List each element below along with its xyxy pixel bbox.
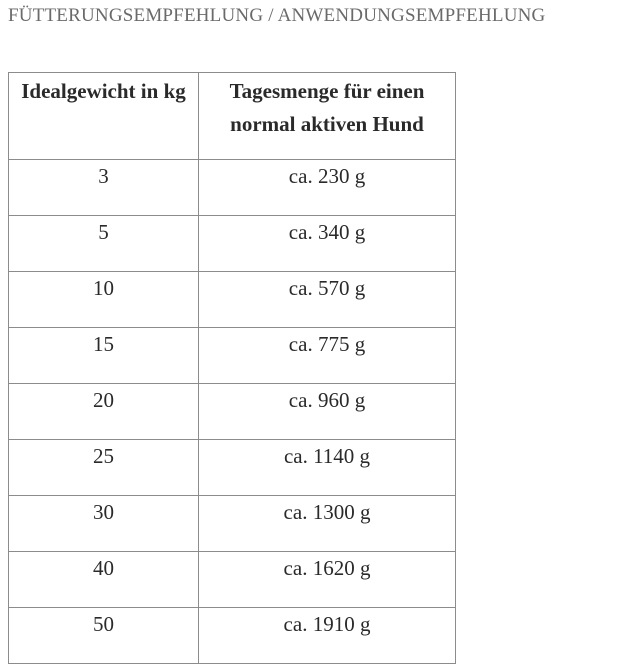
amount-cell: ca. 1910 g	[199, 608, 456, 664]
weight-cell: 30	[9, 496, 199, 552]
amount-cell: ca. 775 g	[199, 328, 456, 384]
amount-cell: ca. 570 g	[199, 272, 456, 328]
table-row	[9, 328, 456, 384]
table-row	[9, 608, 456, 664]
column-header-daily-amount: Tagesmenge für einen normal aktiven Hund	[199, 73, 456, 160]
table-row	[9, 552, 456, 608]
amount-cell: ca. 1620 g	[199, 552, 456, 608]
weight-cell: 50	[9, 608, 199, 664]
page-heading: FÜTTERUNGSEMPFEHLUNG / ANWENDUNGSEMPFEHLUNG	[8, 5, 546, 26]
table-header-row	[9, 73, 456, 160]
weight-cell: 10	[9, 272, 199, 328]
amount-cell: ca. 1300 g	[199, 496, 456, 552]
weight-cell: 25	[9, 440, 199, 496]
column-header-weight: Idealgewicht in kg	[9, 73, 199, 160]
amount-cell: ca. 230 g	[199, 160, 456, 216]
table-row	[9, 272, 456, 328]
weight-cell: 3	[9, 160, 199, 216]
weight-cell: 5	[9, 216, 199, 272]
feeding-table	[8, 72, 456, 664]
amount-cell: ca. 960 g	[199, 384, 456, 440]
table-row	[9, 160, 456, 216]
table-row	[9, 216, 456, 272]
weight-cell: 40	[9, 552, 199, 608]
table-row	[9, 496, 456, 552]
amount-cell: ca. 340 g	[199, 216, 456, 272]
table-row	[9, 384, 456, 440]
table-row	[9, 440, 456, 496]
weight-cell: 15	[9, 328, 199, 384]
weight-cell: 20	[9, 384, 199, 440]
amount-cell: ca. 1140 g	[199, 440, 456, 496]
